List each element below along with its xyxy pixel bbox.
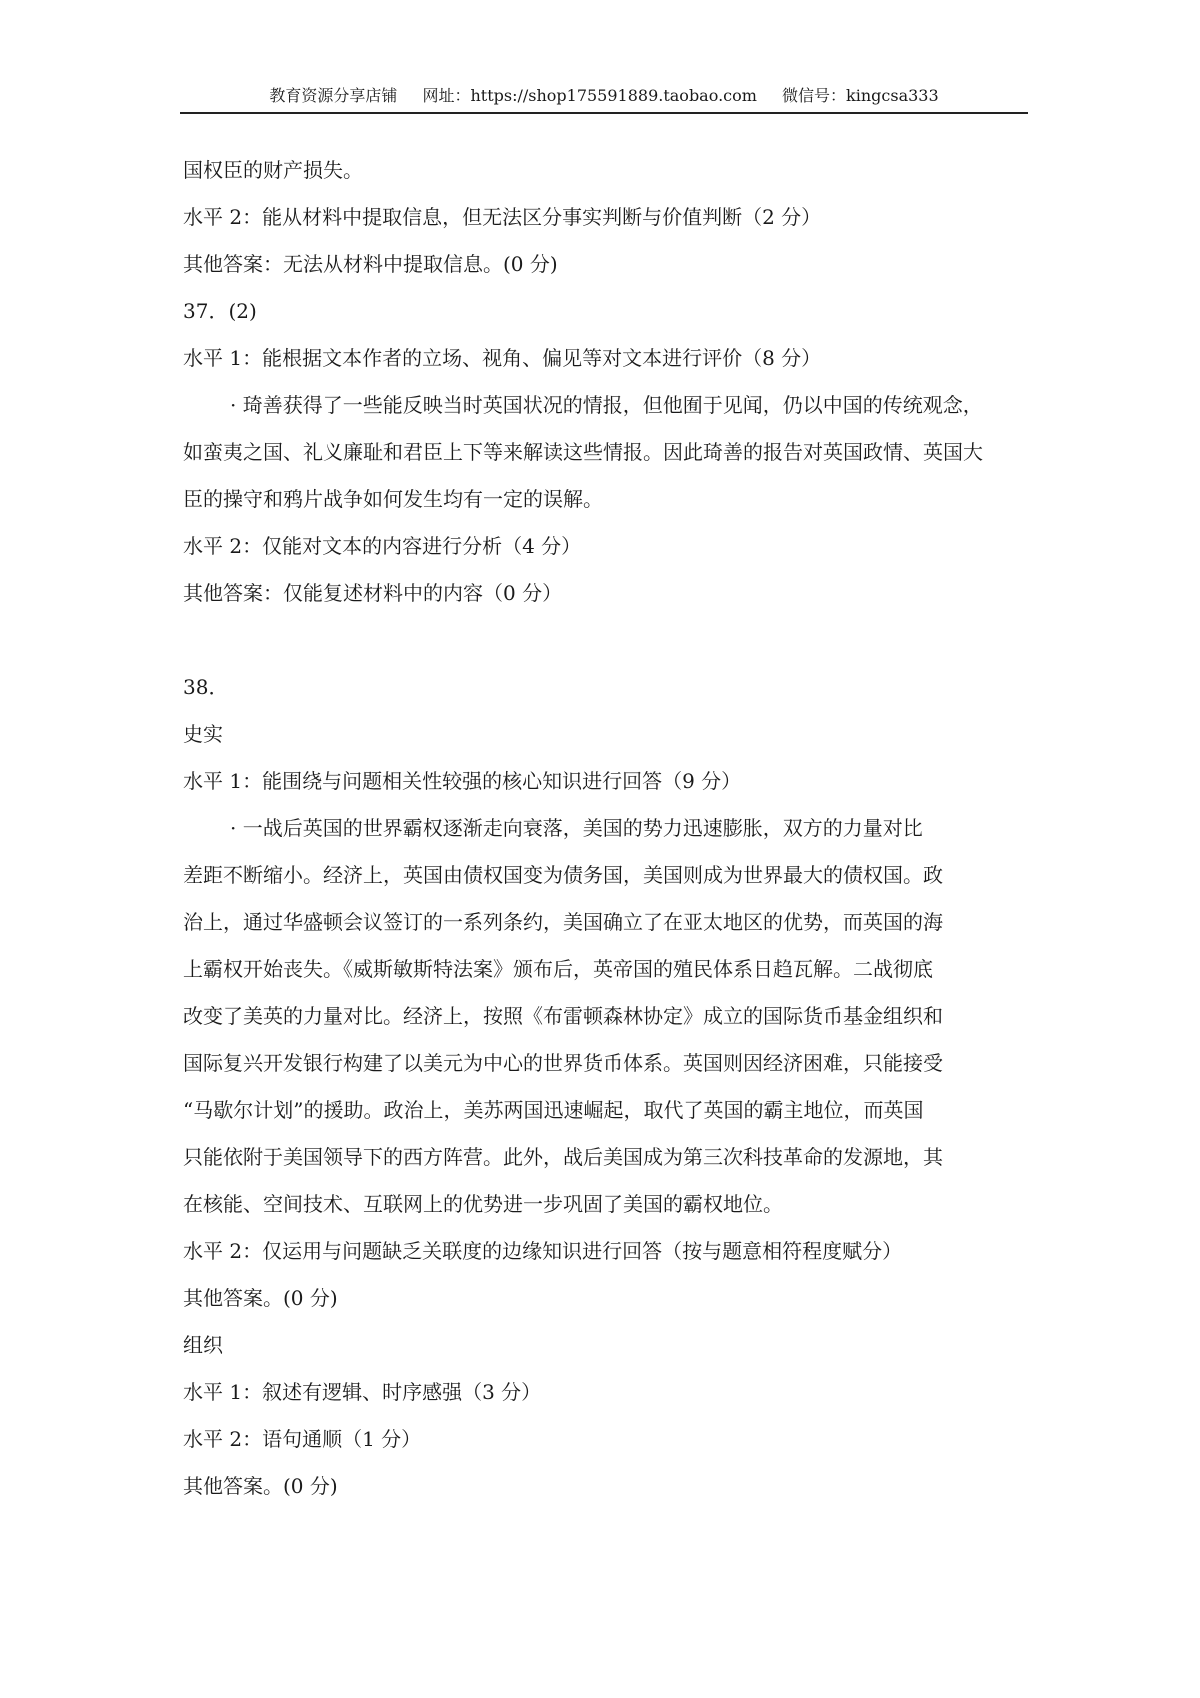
text-line: 在核能、空间技术、互联网上的优势进一步巩固了美国的霸权地位。 bbox=[183, 1192, 783, 1216]
text-line: 国际复兴开发银行构建了以美元为中心的世界货币体系。英国则因经济困难，只能接受 bbox=[183, 1051, 943, 1075]
text-line: 水平 1：能根据文本作者的立场、视角、偏见等对文本进行评价（8 分） bbox=[183, 346, 822, 370]
text-line: 其他答案：无法从材料中提取信息。(0 分) bbox=[183, 252, 558, 276]
question-number: 38． bbox=[183, 675, 229, 699]
header-shop-name: 教育资源分享店铺 bbox=[269, 86, 398, 105]
text-line: 水平 1：能围绕与问题相关性较强的核心知识进行回答（9 分） bbox=[183, 769, 742, 793]
header-wechat: 微信号：kingcsa333 bbox=[782, 86, 939, 105]
page-header bbox=[180, 84, 1028, 114]
header-url: 网址：https://shop175591889.taobao.com bbox=[422, 86, 757, 105]
text-line: 上霸权开始丧失。《威斯敏斯特法案》颁布后，英帝国的殖民体系日趋瓦解。二战彻底 bbox=[183, 957, 933, 981]
section-heading: 组织 bbox=[183, 1333, 223, 1357]
text-line: 臣的操守和鸦片战争如何发生均有一定的误解。 bbox=[183, 487, 603, 511]
text-line: 水平 2：能从材料中提取信息，但无法区分事实判断与价值判断（2 分） bbox=[183, 205, 822, 229]
text-line: 其他答案：仅能复述材料中的内容（0 分） bbox=[183, 581, 563, 605]
text-line: · 一战后英国的世界霸权逐渐走向衰落，美国的势力迅速膨胀，双方的力量对比 bbox=[230, 816, 923, 840]
text-line: 治上，通过华盛顿会议签订的一系列条约，美国确立了在亚太地区的优势，而英国的海 bbox=[183, 910, 943, 934]
question-number: 37．(2) bbox=[183, 299, 257, 323]
text-line: 水平 2：仅能对文本的内容进行分析（4 分） bbox=[183, 534, 582, 558]
text-line: “马歇尔计划”的援助。政治上，美苏两国迅速崛起，取代了英国的霸主地位，而英国 bbox=[183, 1098, 924, 1122]
text-line: 水平 2：仅运用与问题缺乏关联度的边缘知识进行回答（按与题意相符程度赋分） bbox=[183, 1239, 903, 1263]
text-line: 差距不断缩小。经济上，英国由债权国变为债务国，美国则成为世界最大的债权国。政 bbox=[183, 863, 943, 887]
text-line: 改变了美英的力量对比。经济上，按照《布雷顿森林协定》成立的国际货币基金组织和 bbox=[183, 1004, 943, 1028]
text-line: 如蛮夷之国、礼义廉耻和君臣上下等来解读这些情报。因此琦善的报告对英国政情、英国大 bbox=[183, 440, 983, 464]
text-line: 国权臣的财产损失。 bbox=[183, 158, 363, 182]
text-line: 只能依附于美国领导下的西方阵营。此外，战后美国成为第三次科技革命的发源地，其 bbox=[183, 1145, 943, 1169]
text-line: 其他答案。(0 分) bbox=[183, 1474, 338, 1498]
text-line: 水平 1：叙述有逻辑、时序感强（3 分） bbox=[183, 1380, 542, 1404]
section-heading: 史实 bbox=[183, 722, 223, 746]
text-line: 水平 2：语句通顺（1 分） bbox=[183, 1427, 422, 1451]
text-line: · 琦善获得了一些能反映当时英国状况的情报，但他囿于见闻，仍以中国的传统观念， bbox=[230, 393, 983, 417]
text-line: 其他答案。(0 分) bbox=[183, 1286, 338, 1310]
